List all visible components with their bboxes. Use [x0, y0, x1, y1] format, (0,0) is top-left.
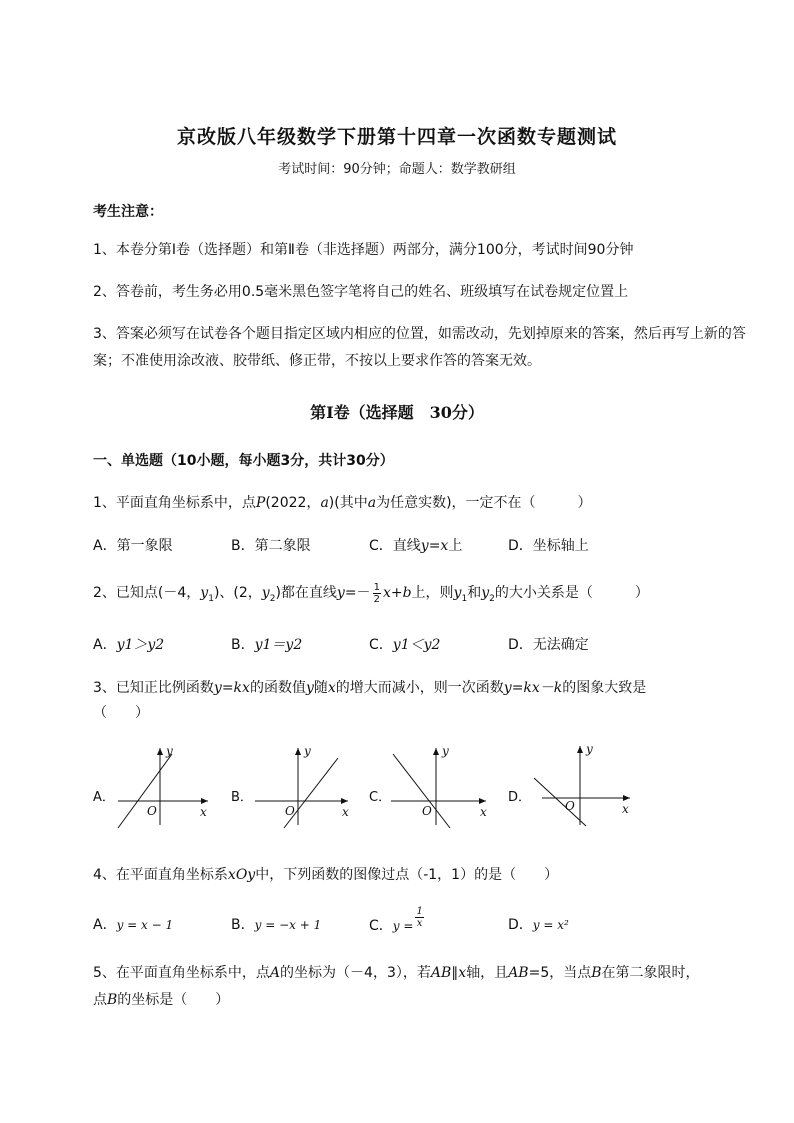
x-arrow: [479, 798, 486, 804]
q2-option-a[interactable]: A．y1＞y2: [93, 637, 165, 653]
function-line: [534, 778, 586, 826]
x-arrow: [341, 798, 348, 804]
q1-option-b[interactable]: B．第二象限: [231, 538, 311, 554]
q3-option-b-label[interactable]: B．: [231, 790, 253, 805]
function-line: [118, 754, 172, 828]
notice-item: 3、答案必须写在试卷各个题目指定区域内相应的位置，如需改动，先划掉原来的答案，然后再写上新的答案；不准使用涂改液、胶带纸、修正带，不按以上要求作答的答案无效。: [93, 326, 746, 369]
question-4: 4、在平面直角坐标系xOy中，下列函数的图像过点（-1，1）的是（ ）: [93, 867, 559, 883]
y-arrow: [577, 746, 583, 753]
notice-item: 1、本卷分第I卷（选择题）和第Ⅱ卷（非选择题）两部分，满分100分，考试时间90分钟: [93, 242, 634, 258]
q3-option-d-label[interactable]: D．: [508, 790, 532, 805]
question-3: 3、已知正比例函数y=kx的函数值y随x的增大而减小，则一次函数y=kx－k的图象大致是: [93, 680, 647, 696]
question-1: 1、平面直角坐标系中，点P(2022，a)(其中a为任意实数)，一定不在（ ）: [93, 495, 592, 511]
x-label: x: [200, 805, 207, 819]
q3-graph-d[interactable]: [528, 740, 633, 830]
q4-option-c[interactable]: C．y = $\frac{1}{x}$: [369, 906, 423, 934]
y-arrow: [295, 748, 301, 755]
q3-graph-a[interactable]: [110, 740, 215, 830]
question-2: 2、已知点(－4，$y_1$)、(2，$y_2$)都在直线y=－ $\frac{1}{2}$ x+b上，则$y_1$和$y_2$的大小关系是（ ）: [93, 581, 649, 605]
q3-graph-b[interactable]: [250, 740, 355, 830]
question-5: 5、在平面直角坐标系中，点A的坐标为（－4，3），若AB∥x轴，且AB=5，当点B在第二象限时，: [93, 965, 700, 981]
notice-heading: 考生注意：: [93, 204, 163, 220]
x-label: x: [480, 805, 487, 819]
origin-label: O: [285, 804, 295, 818]
q3-option-a-label[interactable]: A．: [93, 790, 115, 805]
part-heading: 一、单选题（10小题，每小题3分，共计30分）: [93, 453, 394, 469]
question-3-paren: （ ）: [93, 705, 149, 721]
q3-option-c-label[interactable]: C．: [369, 790, 392, 805]
exam-subtitle: 考试时间：90分钟；命题人：数学教研组: [278, 162, 516, 177]
section-title: 第I卷（选择题 30分）: [310, 403, 484, 422]
y-label: y: [304, 744, 311, 758]
origin-label: O: [422, 804, 432, 818]
fraction-half: $\frac{1}{2}$: [373, 581, 380, 605]
x-arrow: [623, 795, 630, 801]
q4-option-b[interactable]: B．y = −x + 1: [231, 917, 322, 933]
x-label: x: [342, 805, 349, 819]
q1-option-a[interactable]: A．第一象限: [93, 538, 173, 554]
origin-label: O: [565, 799, 575, 813]
q4-option-d[interactable]: D．y = x²: [508, 917, 569, 933]
x-label: x: [622, 802, 629, 816]
y-label: y: [442, 744, 449, 758]
q2-option-b[interactable]: B．y1＝y2: [231, 637, 303, 653]
y-arrow: [433, 748, 439, 755]
question-5-line-2: 点B的坐标是（ ）: [93, 992, 230, 1008]
x-arrow: [201, 798, 208, 804]
origin-label: O: [147, 804, 157, 818]
fraction-one-over-x: $\frac{1}{x}$: [416, 906, 423, 929]
q1-option-d[interactable]: D．坐标轴上: [508, 538, 589, 554]
notice-item: 2、答卷前，考生务必用0.5毫米黑色签字笔将自己的姓名、班级填写在试卷规定位置上: [93, 284, 629, 300]
page-title: 京改版八年级数学下册第十四章一次函数专题测试: [176, 126, 617, 148]
q3-graph-c[interactable]: [388, 740, 493, 830]
q2-option-c[interactable]: C．y1＜y2: [369, 637, 441, 653]
y-label: y: [166, 744, 173, 758]
y-arrow: [157, 748, 163, 755]
y-label: y: [586, 742, 593, 756]
q4-option-a[interactable]: A．y = x − 1: [93, 917, 174, 933]
q2-option-d[interactable]: D．无法确定: [508, 637, 589, 653]
q1-option-c[interactable]: C．直线y=x上: [369, 538, 463, 554]
